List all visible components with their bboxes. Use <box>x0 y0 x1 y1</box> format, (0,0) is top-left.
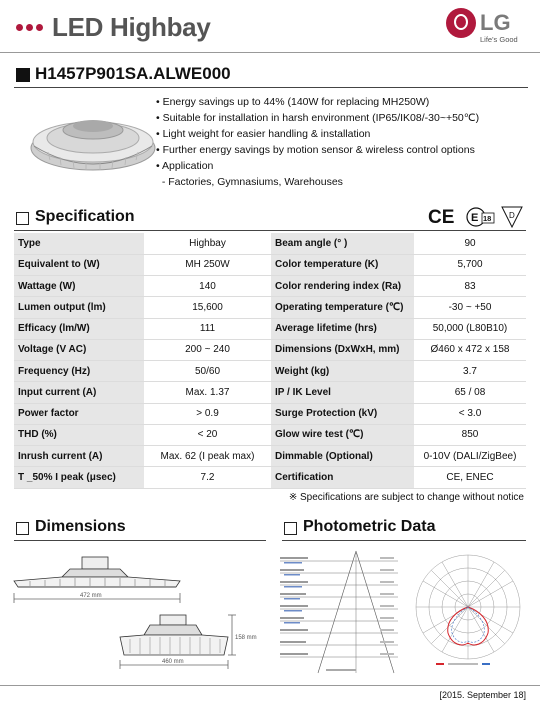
spec-value: 140 <box>144 276 271 297</box>
spec-label: THD (%) <box>14 424 144 445</box>
spec-label: Input current (A) <box>14 382 144 403</box>
dimension-drawing <box>10 547 265 677</box>
product-image <box>28 102 158 174</box>
spec-value: -30 ~ +50 <box>414 297 526 318</box>
spec-value: 200 ~ 240 <box>144 339 271 360</box>
spec-label: Glow wire test (℃) <box>271 424 414 445</box>
spec-value: 5,700 <box>414 254 526 275</box>
spec-label: Inrush current (A) <box>14 446 144 467</box>
spec-row <box>14 339 526 360</box>
spec-label: Frequency (Hz) <box>14 361 144 382</box>
feature-item: • Suitable for installation in harsh environment (IP65/IK08/-30~+50℃) <box>156 112 480 124</box>
feature-item: • Application <box>156 160 214 172</box>
enec-mark-icon <box>467 208 494 226</box>
spec-label: Dimmable (Optional) <box>271 446 414 467</box>
feature-list <box>156 94 479 190</box>
spec-label: Type <box>14 233 144 254</box>
spec-label: Wattage (W) <box>14 276 144 297</box>
spec-value: 50,000 (L80B10) <box>414 318 526 339</box>
lg-logo <box>446 8 526 46</box>
spec-row <box>14 254 526 275</box>
spec-value: Ø460 x 472 x 158 <box>414 339 526 360</box>
d-mark-icon <box>502 207 522 227</box>
spec-label: Average lifetime (hrs) <box>271 318 414 339</box>
spec-value: 111 <box>144 318 271 339</box>
footer-divider <box>0 685 540 686</box>
ce-mark-icon <box>428 207 454 228</box>
spec-value: 65 / 08 <box>414 382 526 403</box>
photometric-checkbox-icon <box>284 522 297 535</box>
spec-row <box>14 446 526 467</box>
spec-label: Color temperature (K) <box>271 254 414 275</box>
spec-label: Voltage (V AC) <box>14 339 144 360</box>
specification-checkbox-icon <box>16 212 29 225</box>
spec-label: Equivalent to (W) <box>14 254 144 275</box>
spec-label: Operating temperature (℃) <box>271 297 414 318</box>
photometric-heading: Photometric Data <box>303 518 436 535</box>
spec-row <box>14 297 526 318</box>
spec-row <box>14 318 526 339</box>
specification-heading: Specification <box>35 208 135 225</box>
spec-value: Highbay <box>144 233 271 254</box>
publication-date: [2015. September 18] <box>439 690 526 700</box>
svg-text:D: D <box>509 211 515 220</box>
spec-row <box>14 424 526 445</box>
spec-value: 50/60 <box>144 361 271 382</box>
specification-divider <box>14 230 526 231</box>
spec-value: CE, ENEC <box>414 467 526 488</box>
header-dots <box>16 24 43 31</box>
spec-value: < 20 <box>144 424 271 445</box>
photometric-divider <box>282 540 526 541</box>
spec-value: 83 <box>414 276 526 297</box>
dimensions-checkbox-icon <box>16 522 29 535</box>
spec-note: ※ Specifications are subject to change without notice <box>288 492 524 503</box>
spec-label: Weight (kg) <box>271 361 414 382</box>
spec-label: Dimensions (DxWxH, mm) <box>271 339 414 360</box>
spec-value: 90 <box>414 233 526 254</box>
certification-marks <box>426 204 526 230</box>
spec-label: IP / IK Level <box>271 382 414 403</box>
spec-value: Max. 62 (I peak max) <box>144 446 271 467</box>
lg-brand: LG <box>480 10 511 35</box>
dimensions-divider <box>14 540 266 541</box>
spec-label: Efficacy (lm/W) <box>14 318 144 339</box>
spec-value: 0-10V (DALI/ZigBee) <box>414 446 526 467</box>
polar-light-distribution-chart <box>408 547 528 672</box>
spec-label: T _50% I peak (μsec) <box>14 467 144 488</box>
spec-table <box>14 233 526 489</box>
illuminance-cone-chart <box>276 547 402 677</box>
spec-row <box>14 233 526 254</box>
spec-row <box>14 403 526 424</box>
height-label: 158 mm <box>235 635 257 641</box>
lg-tagline: Life's Good <box>480 35 518 44</box>
spec-value: 850 <box>414 424 526 445</box>
feature-item: • Energy savings up to 44% (140W for replacing MH250W) <box>156 96 430 108</box>
feature-item: • Light weight for easier handling & installation <box>156 128 371 140</box>
spec-value: 3.7 <box>414 361 526 382</box>
svg-text:18: 18 <box>483 214 492 223</box>
model-square-icon <box>16 68 30 82</box>
lg-logo-icon <box>446 8 476 38</box>
feature-item: • Further energy savings by motion sensor & wireless control options <box>156 144 475 156</box>
header-divider <box>0 52 540 53</box>
spec-row <box>14 276 526 297</box>
model-number: H1457P901SA.ALWE000 <box>35 64 231 83</box>
spec-value: Max. 1.37 <box>144 382 271 403</box>
spec-row <box>14 382 526 403</box>
spec-label: Surge Protection (kV) <box>271 403 414 424</box>
spec-label: Beam angle (° ) <box>271 233 414 254</box>
page-title: LED Highbay <box>52 12 211 42</box>
spec-value: 7.2 <box>144 467 271 488</box>
feature-item: - Factories, Gymnasiums, Warehouses <box>156 176 343 188</box>
spec-value: < 3.0 <box>414 403 526 424</box>
spec-label: Color rendering index (Ra) <box>271 276 414 297</box>
spec-label: Certification <box>271 467 414 488</box>
spec-value: MH 250W <box>144 254 271 275</box>
spec-label: Lumen output (lm) <box>14 297 144 318</box>
dimensions-heading: Dimensions <box>35 518 126 535</box>
spec-label: Power factor <box>14 403 144 424</box>
svg-text:E: E <box>471 212 479 224</box>
width-label: 472 mm <box>80 593 102 599</box>
spec-row <box>14 467 526 488</box>
spec-value: 15,600 <box>144 297 271 318</box>
diameter-label: 460 mm <box>162 659 184 665</box>
svg-text:CE: CE <box>428 207 455 228</box>
spec-value: > 0.9 <box>144 403 271 424</box>
model-divider <box>14 87 528 88</box>
spec-row <box>14 361 526 382</box>
